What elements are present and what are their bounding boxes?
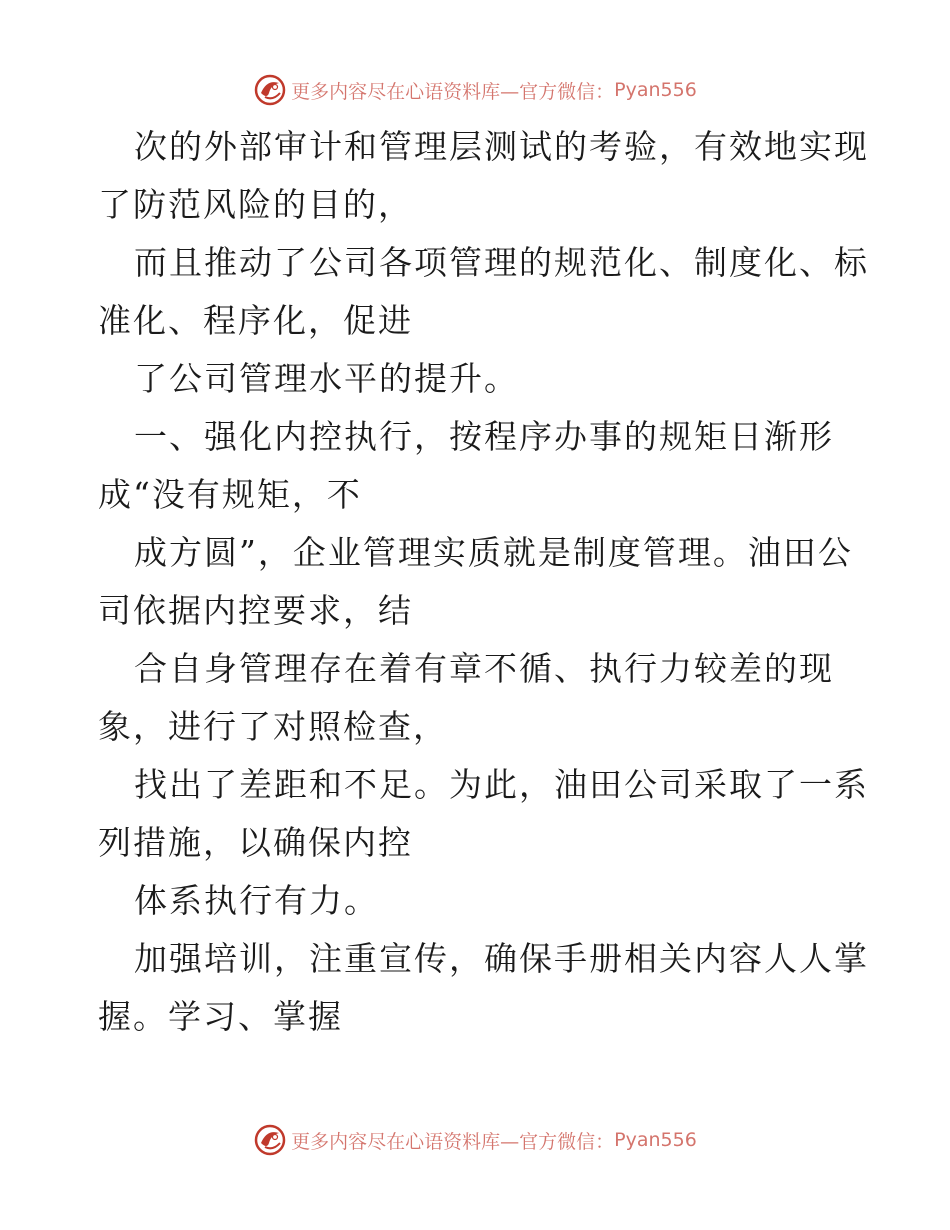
header-banner-text: 更多内容尽在心语资料库—官方微信： xyxy=(291,80,615,103)
text-line: 成“没有规矩，不 xyxy=(98,475,362,514)
header-banner-contact: Pyan556 xyxy=(614,79,697,101)
text-line: 列措施，以确保内控 xyxy=(98,823,413,862)
text-line: 了防范风险的目的， xyxy=(98,185,413,224)
footer-banner xyxy=(0,1120,950,1160)
header-banner xyxy=(0,70,950,110)
footer-banner-contact: Pyan556 xyxy=(614,1129,697,1151)
text-line: 加强培训，注重宣传，确保手册相关内容人人掌 xyxy=(134,939,869,978)
text-line: 一、强化内控执行，按程序办事的规矩日渐形 xyxy=(134,417,834,456)
footer-banner-text: 更多内容尽在心语资料库—官方微信： xyxy=(291,1130,615,1153)
swirl-logo-icon xyxy=(253,1123,287,1157)
document-body xyxy=(98,118,869,1046)
text-line: 了公司管理水平的提升。 xyxy=(134,359,519,398)
text-line: 握。学习、掌握 xyxy=(98,997,343,1036)
text-line: 找出了差距和不足。为此，油田公司采取了一系 xyxy=(134,765,869,804)
text-line: 司依据内控要求，结 xyxy=(98,591,413,630)
text-line: 准化、程序化，促进 xyxy=(98,301,413,340)
swirl-logo-icon xyxy=(253,73,287,107)
text-line: 象，进行了对照检查， xyxy=(98,707,448,746)
text-line: 合自身管理存在着有章不循、执行力较差的现 xyxy=(134,649,834,688)
text-line: 成方圆”，企业管理实质就是制度管理。油田公 xyxy=(134,533,853,572)
text-line: 而且推动了公司各项管理的规范化、制度化、标 xyxy=(134,243,869,282)
text-line: 次的外部审计和管理层测试的考验，有效地实现 xyxy=(134,127,869,166)
text-line: 体系执行有力。 xyxy=(134,881,379,920)
